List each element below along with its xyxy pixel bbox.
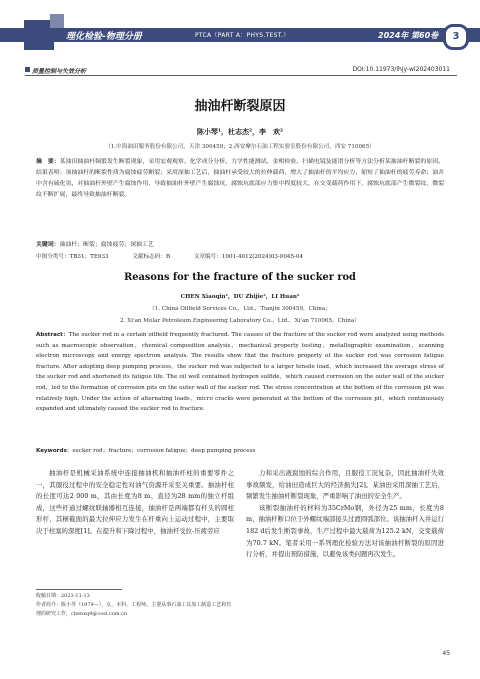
- doi-link[interactable]: DOI:10.11973/lhjy-wl202403011: [352, 66, 450, 73]
- body-column-left: [36, 468, 234, 538]
- keywords-en: [36, 446, 444, 454]
- footnote-divider: [36, 589, 122, 590]
- affiliation-en-2: 2. Xi'an Molar Petroleum Engineering Laboratory Co.，Ltd.，Xi'an 710065，China）: [120, 318, 360, 324]
- abstract-en-label: Abstract：: [36, 332, 69, 338]
- footnote: [36, 592, 234, 619]
- body-paragraph: 抽油杆是机械采油系统中连接抽油机和抽油杆柱的重要零件之一，其服役过程中的安全稳定性对油气资源开采至关重要。抽油杆柱的长度可达2 000 m，其由长度为8 m、直径为28 mm的独立杆组成，这些杆通过螺纹联轴器相互连接，抽油杆是两端都有杆头的圆柱形杆，其横截面的最大拉伸应力发生在杆重向上运动过程中，主要取决于柱塞的深度[1]。在提升和下降过程中，抽油杆受拉-压疲劳应: [36, 469, 234, 535]
- keywords-cn-label: 关键词：: [36, 242, 60, 248]
- class-number: 中图分类号：TB31；TE933: [36, 254, 109, 260]
- abstract-en: [36, 330, 444, 415]
- authors-en: CHEN Xiaoqin¹，DU Zhijie²，LI Huan²: [180, 294, 300, 300]
- body-column-right: [246, 468, 444, 561]
- received-date: 收稿日期：2023-11-13: [36, 593, 90, 599]
- article-title-cn: 抽油杆断裂原因: [194, 99, 286, 114]
- classification-line: [36, 252, 444, 260]
- section-tag: 质量控制与失效分析: [32, 68, 87, 75]
- document-code: 文献标志码：B: [132, 254, 171, 260]
- keywords-cn-text: 抽油杆；断裂；腐蚀疲劳；深抽工艺: [59, 242, 154, 248]
- affiliation-en-1: （1. China Oilfield Services Co.，Ltd.，Tianjin 300459，China；: [149, 306, 331, 312]
- abstract-cn-label: 摘 要：: [36, 159, 60, 165]
- journal-english-name: PTCA（PART A：PHYS.TEST.）: [195, 32, 290, 39]
- issue-number-badge: 3: [443, 24, 469, 50]
- header-divider: [25, 75, 457, 76]
- keywords-cn: [36, 239, 444, 248]
- page-number: 45: [442, 650, 450, 657]
- authors-cn: 陈小琴¹，杜志杰²，李 欢²: [196, 127, 284, 136]
- issue-label: 2024年 第60卷: [378, 31, 439, 40]
- body-paragraph: 该断裂抽油杆的材料为35CrMo钢，外径为25 mm，长度为8 m，抽油杆断口位于外螺纹端部接头过渡圆弧部位。该抽油杆入井运行182 d后发生断裂事故，生产过程中最大载荷为125.2 kN，交变载荷为70.7 kN。笔者采用一系列理化检验方法对该抽油杆断裂的原因进行分析，并提出预防措施，以避免该类问题再次发生。: [246, 503, 444, 559]
- body-paragraph: 力和采出液腐蚀的综合作用，且服役工况复杂，因此抽油杆失效事故频发，给油田造成巨大的经济损失[2]。某油田采用深抽工艺后，频繁发生抽油杆断裂现象，严重影响了油田的安全生产。: [246, 469, 444, 501]
- abstract-cn: [36, 157, 444, 201]
- abstract-en-text: The sucker rod in a certain oilfield frequently fractured. The causes of the fracture of the sucker rod were analyzed using methods such as macroscopic observation，chemical composition analysis，mechanical property testing，metallographic examination，scanning electron microscopy and energy spectrum analysis. The results show that the fracture property of the sucker rod was corrosion fatigue fracture. After adopting deep pumping process，the sucker rod was subjected to a larger tensile load，which increased the average stress of the sucker rod and shortened its fatigue life. The oil well contained hydrogen sulfide，which caused corrosion on the outer wall of the sucker rod，led to the formation of corrosion pits on the outer wall of the sucker rod. The stress concentration at the bottom of the corrosion pit was relatively high. Under the action of alternating loads，micro cracks were generated at the bottom of the corrosion pit，which continuously expanded and ultimately caused the sucker rod to fracture.: [36, 332, 444, 413]
- article-number: 文章编号：1001-4012(2024)03-0045-04: [193, 254, 304, 260]
- article-title-en: Reasons for the fracture of the sucker rod: [124, 272, 356, 283]
- author-bio: 作者简介：陈小琴（1979—），女，本科，工程师，主要从事石油工具加工制造工艺和管理的研究工作，chenxq9@cosl.com.cn: [36, 602, 232, 617]
- journal-name: 理化检验-物理分册: [66, 32, 142, 42]
- abstract-cn-text: 某油田抽油杆频繁发生断裂现象，采用宏观观察、化学成分分析、力学性能测试、金相检验、扫描电镜及能谱分析等方法分析某抽油杆断裂的原因。结果表明：该抽油杆的断裂性质为腐蚀疲劳断裂；采用深抽工艺后，抽油杆承受较大的拉伸载荷，增大了抽油杆的平均应力，缩短了抽油杆的疲劳寿命；油井中含有硫化氢，对抽油杆外壁产生腐蚀作用，导致抽油杆外壁产生腐蚀坑，腐蚀坑底部应力集中程度较大，在交变载荷作用下，腐蚀坑底部产生微裂纹，微裂纹不断扩展，最终导致抽油杆断裂。: [36, 159, 445, 198]
- keywords-en-label: Keywords：: [36, 448, 73, 454]
- affiliation-cn: （1.中海油田服务股份有限公司，天津 300459；2.西安摩尔石油工程实验室股份有限公司，西安 710065）: [105, 144, 375, 150]
- keywords-en-text: sucker rod；fracture；corrosion fatigue；deep pumping process: [72, 448, 256, 454]
- journal-logo-accent: [50, 14, 64, 28]
- section-square-icon: [25, 67, 30, 72]
